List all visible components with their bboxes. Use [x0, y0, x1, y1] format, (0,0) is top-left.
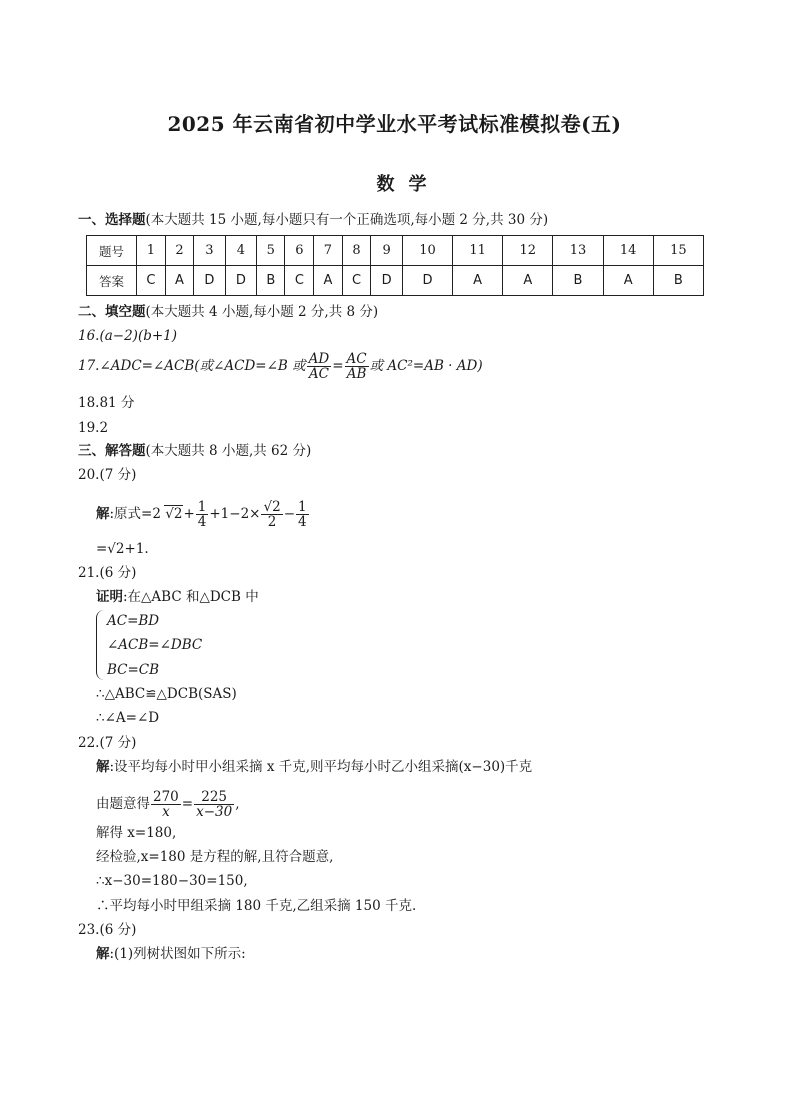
fraction-numerator: AC — [346, 351, 367, 367]
fraction-denominator: AB — [346, 366, 367, 382]
answer-cell: B — [553, 266, 603, 296]
section-3-note: (本大题共 8 小题,共 62 分) — [145, 443, 312, 459]
conclusion-1: ∴△ABC≌△DCB(SAS) — [96, 686, 237, 702]
question-number-row — [87, 236, 704, 266]
question-number-cell: 4 — [225, 236, 256, 266]
fraction — [261, 500, 282, 529]
equals-sign: = — [332, 358, 344, 374]
conclusion-2: ∴∠A=∠D — [96, 710, 160, 726]
solution-text: :设平均每小时甲小组采摘 x 千克,则平均每小时乙小组采摘(x−30)千克 — [109, 759, 533, 775]
question-21-label: 21.(6 分) — [78, 565, 137, 581]
row-label-answer: 答案 — [87, 266, 137, 296]
answer-row — [87, 266, 704, 296]
fraction-numerator: AD — [308, 351, 330, 367]
condition-2: ∠ACB=∠DBC — [107, 637, 203, 653]
answer-17-suffix: 或 AC²=AB · AD) — [369, 358, 483, 374]
section-3-heading-line — [78, 441, 311, 461]
answer-cell: A — [503, 266, 553, 296]
expr-part: − — [283, 506, 295, 522]
question-number-cell: 15 — [653, 236, 703, 266]
row-label-question: 题号 — [87, 236, 137, 266]
question-22-equation — [96, 790, 240, 819]
answer-cell: D — [371, 266, 402, 296]
subject-title: 数学 — [376, 174, 441, 195]
answer-cell: D — [402, 266, 452, 296]
answer-cell: D — [225, 266, 256, 296]
section-2-note: (本大题共 4 小题,每小题 2 分,共 8 分) — [145, 304, 379, 320]
fraction-denominator: 2 — [267, 514, 277, 530]
section-1-heading-line — [78, 210, 548, 230]
fraction-denominator: 4 — [298, 514, 307, 530]
fraction-numerator: 1 — [298, 499, 307, 515]
sqrt-term: √2 — [165, 506, 183, 522]
answer-cell: B — [257, 266, 285, 296]
fraction-numerator: 270 — [153, 789, 179, 805]
expr-part: +1−2× — [209, 506, 261, 522]
section-3-heading: 三、解答题 — [78, 443, 146, 459]
equals-sign: = — [181, 796, 194, 812]
answer-cell: C — [342, 266, 371, 296]
answer-17-fraction-1 — [307, 352, 332, 381]
question-number-cell: 3 — [194, 236, 225, 266]
question-22-line-5: ∴x−30=180−30=150, — [96, 873, 248, 889]
question-number-cell: 2 — [165, 236, 193, 266]
fraction-denominator: 4 — [197, 514, 207, 530]
question-22-line-1 — [96, 757, 532, 777]
question-number-cell: 7 — [314, 236, 342, 266]
question-number-cell: 1 — [137, 236, 166, 266]
answer-19: 19.2 — [78, 420, 109, 436]
question-20-line-2: =√2+1. — [96, 541, 149, 557]
question-20-label: 20.(7 分) — [78, 467, 137, 483]
solution-text: :(1)列树状图如下所示: — [109, 946, 246, 962]
left-brace-icon — [96, 610, 105, 680]
solution-label: 解 — [96, 759, 110, 775]
answer-17-fraction-2 — [345, 352, 369, 381]
answer-cell: C — [137, 266, 166, 296]
answer-cell: D — [194, 266, 225, 296]
question-number-cell: 12 — [503, 236, 553, 266]
answer-17-prefix: 17.∠ADC=∠ACB(或∠ACD=∠B 或 — [78, 358, 306, 374]
question-number-cell: 13 — [553, 236, 603, 266]
question-20-line-1 — [96, 500, 310, 529]
question-number-cell: 9 — [371, 236, 402, 266]
answer-18: 18.81 分 — [78, 395, 135, 411]
answer-17 — [78, 352, 483, 381]
question-number-cell: 8 — [342, 236, 371, 266]
equation-prefix: 由题意得 — [96, 796, 150, 812]
fraction-denominator: x−30 — [196, 804, 233, 820]
section-2-heading: 二、填空题 — [78, 304, 146, 320]
question-22-line-6: ∴平均每小时甲组采摘 180 千克,乙组采摘 150 千克. — [96, 898, 417, 914]
proof-label: 证明 — [96, 589, 123, 605]
question-21-intro — [96, 587, 259, 607]
fraction-numerator: 1 — [197, 499, 207, 515]
question-22-line-3: 解得 x=180, — [96, 825, 177, 841]
fraction-numerator: √2 — [263, 499, 281, 515]
condition-3: BC=CB — [107, 662, 160, 678]
expr-part: :原式=2 — [109, 506, 166, 522]
fraction — [296, 500, 309, 529]
section-1-note: (本大题共 15 小题,每小题只有一个正确选项,每小题 2 分,共 30 分) — [145, 212, 549, 228]
equation-suffix: , — [235, 796, 240, 812]
answer-cell: A — [165, 266, 193, 296]
solution-label: 解 — [96, 946, 110, 962]
question-22-label: 22.(7 分) — [78, 735, 137, 751]
question-23-line-1 — [96, 944, 246, 964]
solution-label: 解 — [96, 506, 110, 522]
section-1-heading: 一、选择题 — [78, 212, 146, 228]
answer-cell: B — [653, 266, 703, 296]
page-title: 2025 年云南省初中学业水平考试标准模拟卷(五) — [167, 112, 622, 136]
fraction — [196, 500, 209, 529]
proof-intro: :在△ABC 和△DCB 中 — [123, 589, 259, 605]
answer-cell: A — [453, 266, 503, 296]
fraction-denominator: x — [162, 804, 170, 820]
question-number-cell: 6 — [285, 236, 314, 266]
answer-cell: A — [314, 266, 342, 296]
fraction-denominator: AC — [308, 366, 329, 382]
section-2-heading-line — [78, 302, 378, 322]
question-22-line-4: 经检验,x=180 是方程的解,且符合题意, — [96, 849, 334, 865]
fraction — [151, 790, 181, 819]
answer-cell: A — [603, 266, 653, 296]
question-number-cell: 14 — [603, 236, 653, 266]
question-23-label: 23.(6 分) — [78, 922, 137, 938]
expr-part: + — [183, 506, 195, 522]
question-number-cell: 11 — [453, 236, 503, 266]
answer-16: 16.(a−2)(b+1) — [78, 328, 178, 344]
answer-table — [86, 235, 704, 296]
question-number-cell: 5 — [257, 236, 285, 266]
question-number-cell: 10 — [402, 236, 452, 266]
answer-cell: C — [285, 266, 314, 296]
condition-1: AC=BD — [107, 613, 160, 629]
fraction-numerator: 225 — [194, 790, 234, 805]
fraction — [194, 790, 234, 819]
